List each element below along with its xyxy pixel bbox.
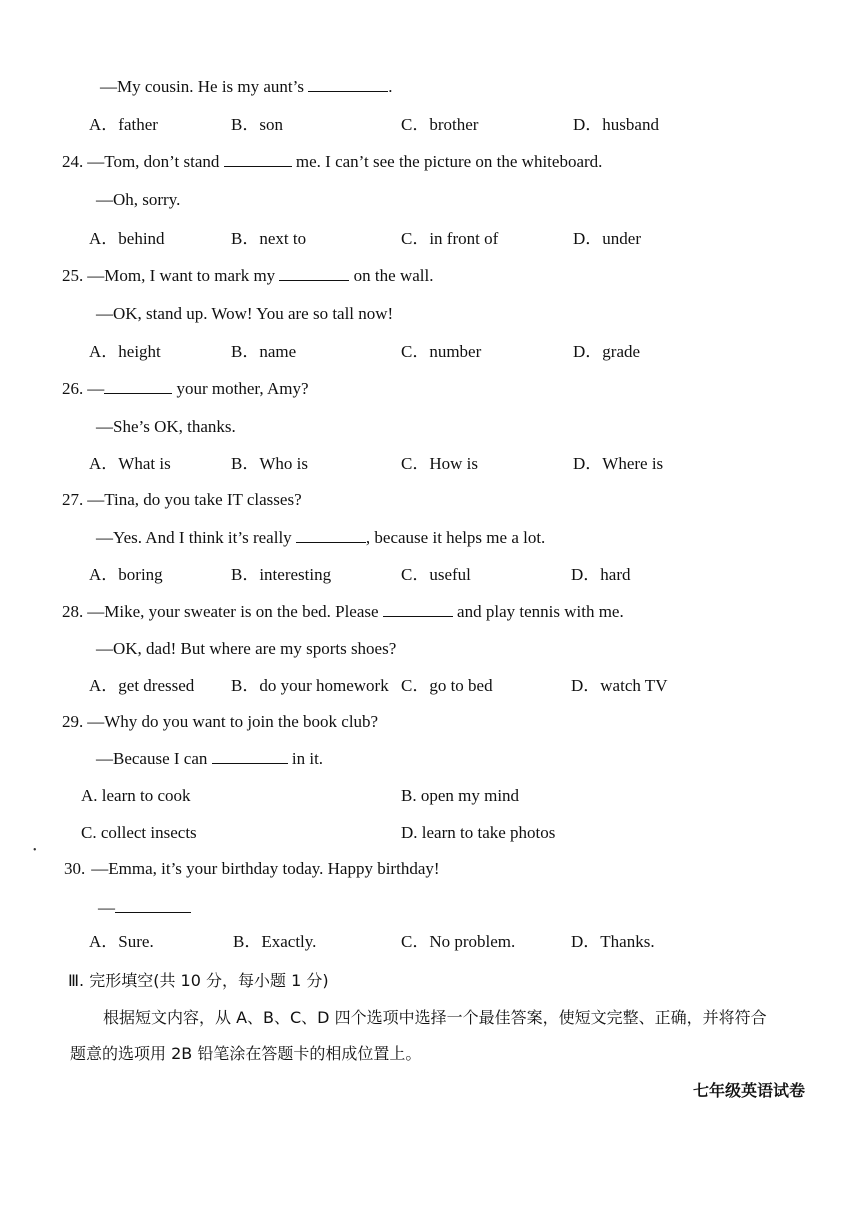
answer-blank [104, 379, 172, 394]
question-25-text-before: —Mom, I want to mark my [87, 266, 280, 285]
section-heading: Ⅲ. 完形填空(共 10 分，每小题 1 分) [68, 971, 329, 990]
answer-blank [308, 77, 388, 92]
question-26-option-a: A．What is [89, 454, 171, 473]
stray-scan-mark: • [33, 845, 37, 856]
question-27-text: —Tina, do you take IT classes? [87, 490, 302, 509]
question-30-option-b: B．Exactly. [233, 932, 317, 951]
question-30-option-a: A．Sure. [89, 932, 154, 951]
question-26-option-c: C．How is [401, 454, 478, 473]
question-25-line-2: —OK, stand up. Wow! You are so tall now! [96, 304, 394, 323]
question-25-option-b: B．name [231, 342, 297, 361]
question-number: 30. [64, 859, 86, 878]
question-27-text-before: —Yes. And I think it’s really [96, 528, 296, 547]
question-26-line-1 [62, 378, 309, 400]
question-27-option-d: D．hard [571, 565, 631, 584]
page-footer: 七年级英语试卷 [693, 1081, 806, 1100]
question-24-option-d: D．under [573, 229, 641, 248]
question-28-option-c: C．go to bed [401, 676, 493, 695]
question-29-text-after: in it. [287, 749, 324, 768]
question-25-option-c: C．number [401, 342, 482, 361]
question-29-line-2 [96, 748, 323, 770]
question-25-text-after: on the wall. [349, 266, 434, 285]
question-28-line-1 [62, 601, 624, 623]
question-23-option-a: A．father [89, 115, 158, 134]
answer-blank [383, 602, 453, 617]
question-30-line-1 [64, 858, 440, 880]
question-number: 28. [62, 602, 84, 621]
question-30-line-2 [98, 897, 191, 919]
question-number: 25. [62, 266, 84, 285]
question-number: 29. [62, 712, 84, 731]
question-25-option-a: A．height [89, 342, 161, 361]
question-28-text-after: and play tennis with me. [452, 602, 624, 621]
question-29-text: —Why do you want to join the book club? [87, 712, 379, 731]
question-24-text-before: —Tom, don’t stand [87, 152, 224, 171]
question-24-option-b: B．next to [231, 229, 307, 248]
question-number: 27. [62, 490, 84, 509]
question-28-line-2: —OK, dad! But where are my sports shoes? [96, 639, 397, 658]
question-23-text-after: . [388, 77, 393, 96]
question-27-option-b: B．interesting [231, 565, 332, 584]
question-29-option-d: D. learn to take photos [401, 823, 556, 842]
answer-blank [115, 898, 191, 913]
question-23-answer-line [100, 76, 393, 98]
question-26-option-b: B．Who is [231, 454, 308, 473]
question-29-option-a: A. learn to cook [81, 786, 191, 805]
question-27-line-2 [96, 527, 545, 549]
answer-blank [224, 152, 292, 167]
question-27-text-after: , because it helps me a lot. [365, 528, 546, 547]
question-25-option-d: D．grade [573, 342, 641, 361]
question-27-option-c: C．useful [401, 565, 471, 584]
question-23-option-c: C．brother [401, 115, 479, 134]
answer-blank [279, 266, 349, 281]
question-29-option-b: B. open my mind [401, 786, 520, 805]
question-30-text: —Emma, it’s your birthday today. Happy birthday! [91, 859, 440, 878]
question-26-line-2: —She’s OK, thanks. [96, 417, 236, 436]
answer-blank [212, 749, 288, 764]
question-26-option-d: D．Where is [573, 454, 664, 473]
question-26-text-before: — [87, 379, 105, 398]
question-30-dash: — [98, 898, 115, 917]
question-28-option-d: D．watch TV [571, 676, 668, 695]
question-number: 26. [62, 379, 84, 398]
question-27-option-a: A．boring [89, 565, 163, 584]
question-23-text-before: —My cousin. He is my aunt’s [100, 77, 309, 96]
question-29-line-1 [62, 711, 378, 733]
section-instruction-line-2: 题意的选项用 2B 铅笔涂在答题卡的相成位置上。 [70, 1044, 422, 1063]
question-30-option-c: C．No problem. [401, 932, 516, 951]
question-29-text-before: —Because I can [96, 749, 212, 768]
question-28-option-a: A．get dressed [89, 676, 195, 695]
section-instruction-line-1: 根据短文内容，从 A、B、C、D 四个选项中选择一个最佳答案，使短文完整、正确，并将符合 [103, 1008, 767, 1027]
question-25-line-1 [62, 265, 433, 287]
question-24-option-c: C．in front of [401, 229, 499, 248]
question-24-option-a: A．behind [89, 229, 165, 248]
question-26-text-after: your mother, Amy? [172, 379, 309, 398]
question-24-text-after: me. I can’t see the picture on the whiteboard. [291, 152, 603, 171]
question-30-option-d: D．Thanks. [571, 932, 655, 951]
question-23-option-d: D．husband [573, 115, 659, 134]
answer-blank [296, 528, 366, 543]
question-24-line-1 [62, 151, 602, 173]
question-28-text-before: —Mike, your sweater is on the bed. Please [87, 602, 383, 621]
question-23-option-b: B．son [231, 115, 283, 134]
question-number: 24. [62, 152, 84, 171]
question-29-option-c: C. collect insects [81, 823, 197, 842]
question-27-line-1 [62, 489, 302, 511]
question-28-option-b: B．do your homework [231, 676, 389, 695]
question-24-line-2: —Oh, sorry. [96, 190, 181, 209]
